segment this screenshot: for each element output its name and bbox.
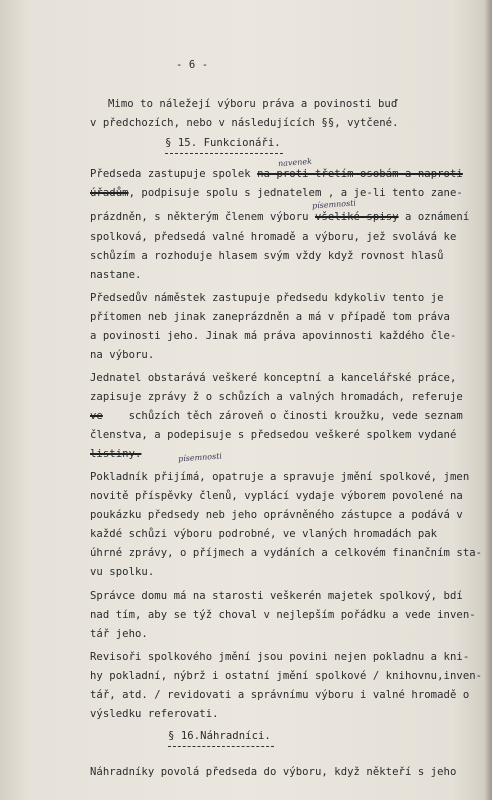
text-line: zapisuje zprávy ž o schůzích a valných hromadách, referuje	[90, 391, 463, 403]
text-line: výsledku referovati.	[90, 708, 219, 720]
text-span: prázdněn, s některým členem výboru	[90, 211, 315, 223]
text-line	[90, 187, 463, 200]
text-span: Předseda zastupuje spolek	[90, 168, 258, 180]
heading-underline	[168, 746, 274, 747]
struck-text: všeliké spisy	[314, 211, 399, 223]
text-line: členstva, a podepisuje s předsedou veškeré spolkem vydané	[90, 429, 457, 441]
text-line	[90, 168, 463, 181]
page-edge-shadow	[484, 0, 492, 800]
text-line: Správce domu má na starosti veškerén majetek spolkový, bdí	[90, 590, 463, 602]
text-line: Náhradníky povolá předseda do výboru, když někteří s jeho	[90, 766, 457, 778]
section-heading-15: § 15. Funkcionáři.	[165, 137, 281, 149]
text-line: úhrné zprávy, o příjmech a vydáních a celkovém finančním sta-	[90, 547, 483, 559]
text-line: nad tím, aby se týž choval v nejlepším pořádku a vede inven-	[90, 609, 476, 621]
section-heading-16: § 16.Náhradníci.	[168, 730, 271, 742]
text-line: Mimo to náležejí výboru práva a povinosti buď	[108, 98, 398, 110]
text-line: poukázku předsedy neb jeho oprávněného zástupce a podává v	[90, 509, 463, 521]
text-line: Revisoři spolkového jmění jsou povini nejen pokladnu a kni-	[90, 651, 470, 663]
handwritten-note: navenek	[277, 156, 313, 169]
heading-underline	[165, 153, 283, 154]
text-line: novitě příspěvky členů, vyplácí vydaje výborem povolené na	[90, 490, 463, 502]
text-line: Pokladník přijímá, opatruje a spravuje jmění spolkové, jmen	[90, 471, 470, 483]
text-line: a povinosti jeho. Jinak má práva apovinnosti každého čle-	[90, 330, 457, 342]
struck-text: na-proti třetím osobám a naproti	[257, 168, 463, 180]
struck-text: úřadům	[90, 187, 129, 199]
struck-text: ve	[90, 410, 103, 422]
text-line: na výboru.	[90, 349, 155, 361]
text-line	[90, 211, 469, 224]
text-line: Jednatel obstarává veškeré konceptní a kancelářské práce,	[90, 372, 457, 384]
text-line: Předsedův náměstek zastupuje předsedu kdykoliv tento je	[90, 292, 444, 304]
text-line: spolková, předsedá valné hromadě a výboru, jež svolává ke	[90, 231, 457, 243]
text-line: tář, atd. / revidovati a správnímu výboru i valné hromadě o	[90, 689, 470, 701]
text-span: , podpisuje spolu s jednatelem , a je-li tento zane-	[128, 187, 463, 199]
text-line: schůzím a rozhoduje hlasem svým vždy když rovnost hlasů	[90, 250, 444, 262]
text-line	[90, 448, 141, 461]
text-line: hy pokladní, nýbrž i ostatní jmění spolkové / knihovnu,inven-	[90, 670, 483, 682]
text-line: vu spolku.	[90, 566, 155, 578]
text-line: každé schůzi výboru podrobné, ve vlaných hromadách pak	[90, 528, 438, 540]
page-number: - 6 -	[176, 59, 209, 71]
text-line: nastane.	[90, 269, 142, 281]
text-line: v předchozích, nebo v následujících §§, vytčené.	[90, 117, 399, 129]
text-line: tář jeho.	[90, 628, 148, 640]
text-span: schůzích těch zároveň o činosti kroužku, vede seznam	[102, 410, 463, 422]
text-line: přítomen neb jinak zaneprázdněn a má v případě tom práva	[90, 311, 450, 323]
text-span: a oznámení	[398, 211, 470, 223]
text-line	[90, 410, 463, 423]
handwritten-note: písemnosti	[177, 451, 223, 464]
struck-text: listiny.	[90, 448, 142, 460]
handwritten-note: písemnosti	[311, 198, 357, 211]
